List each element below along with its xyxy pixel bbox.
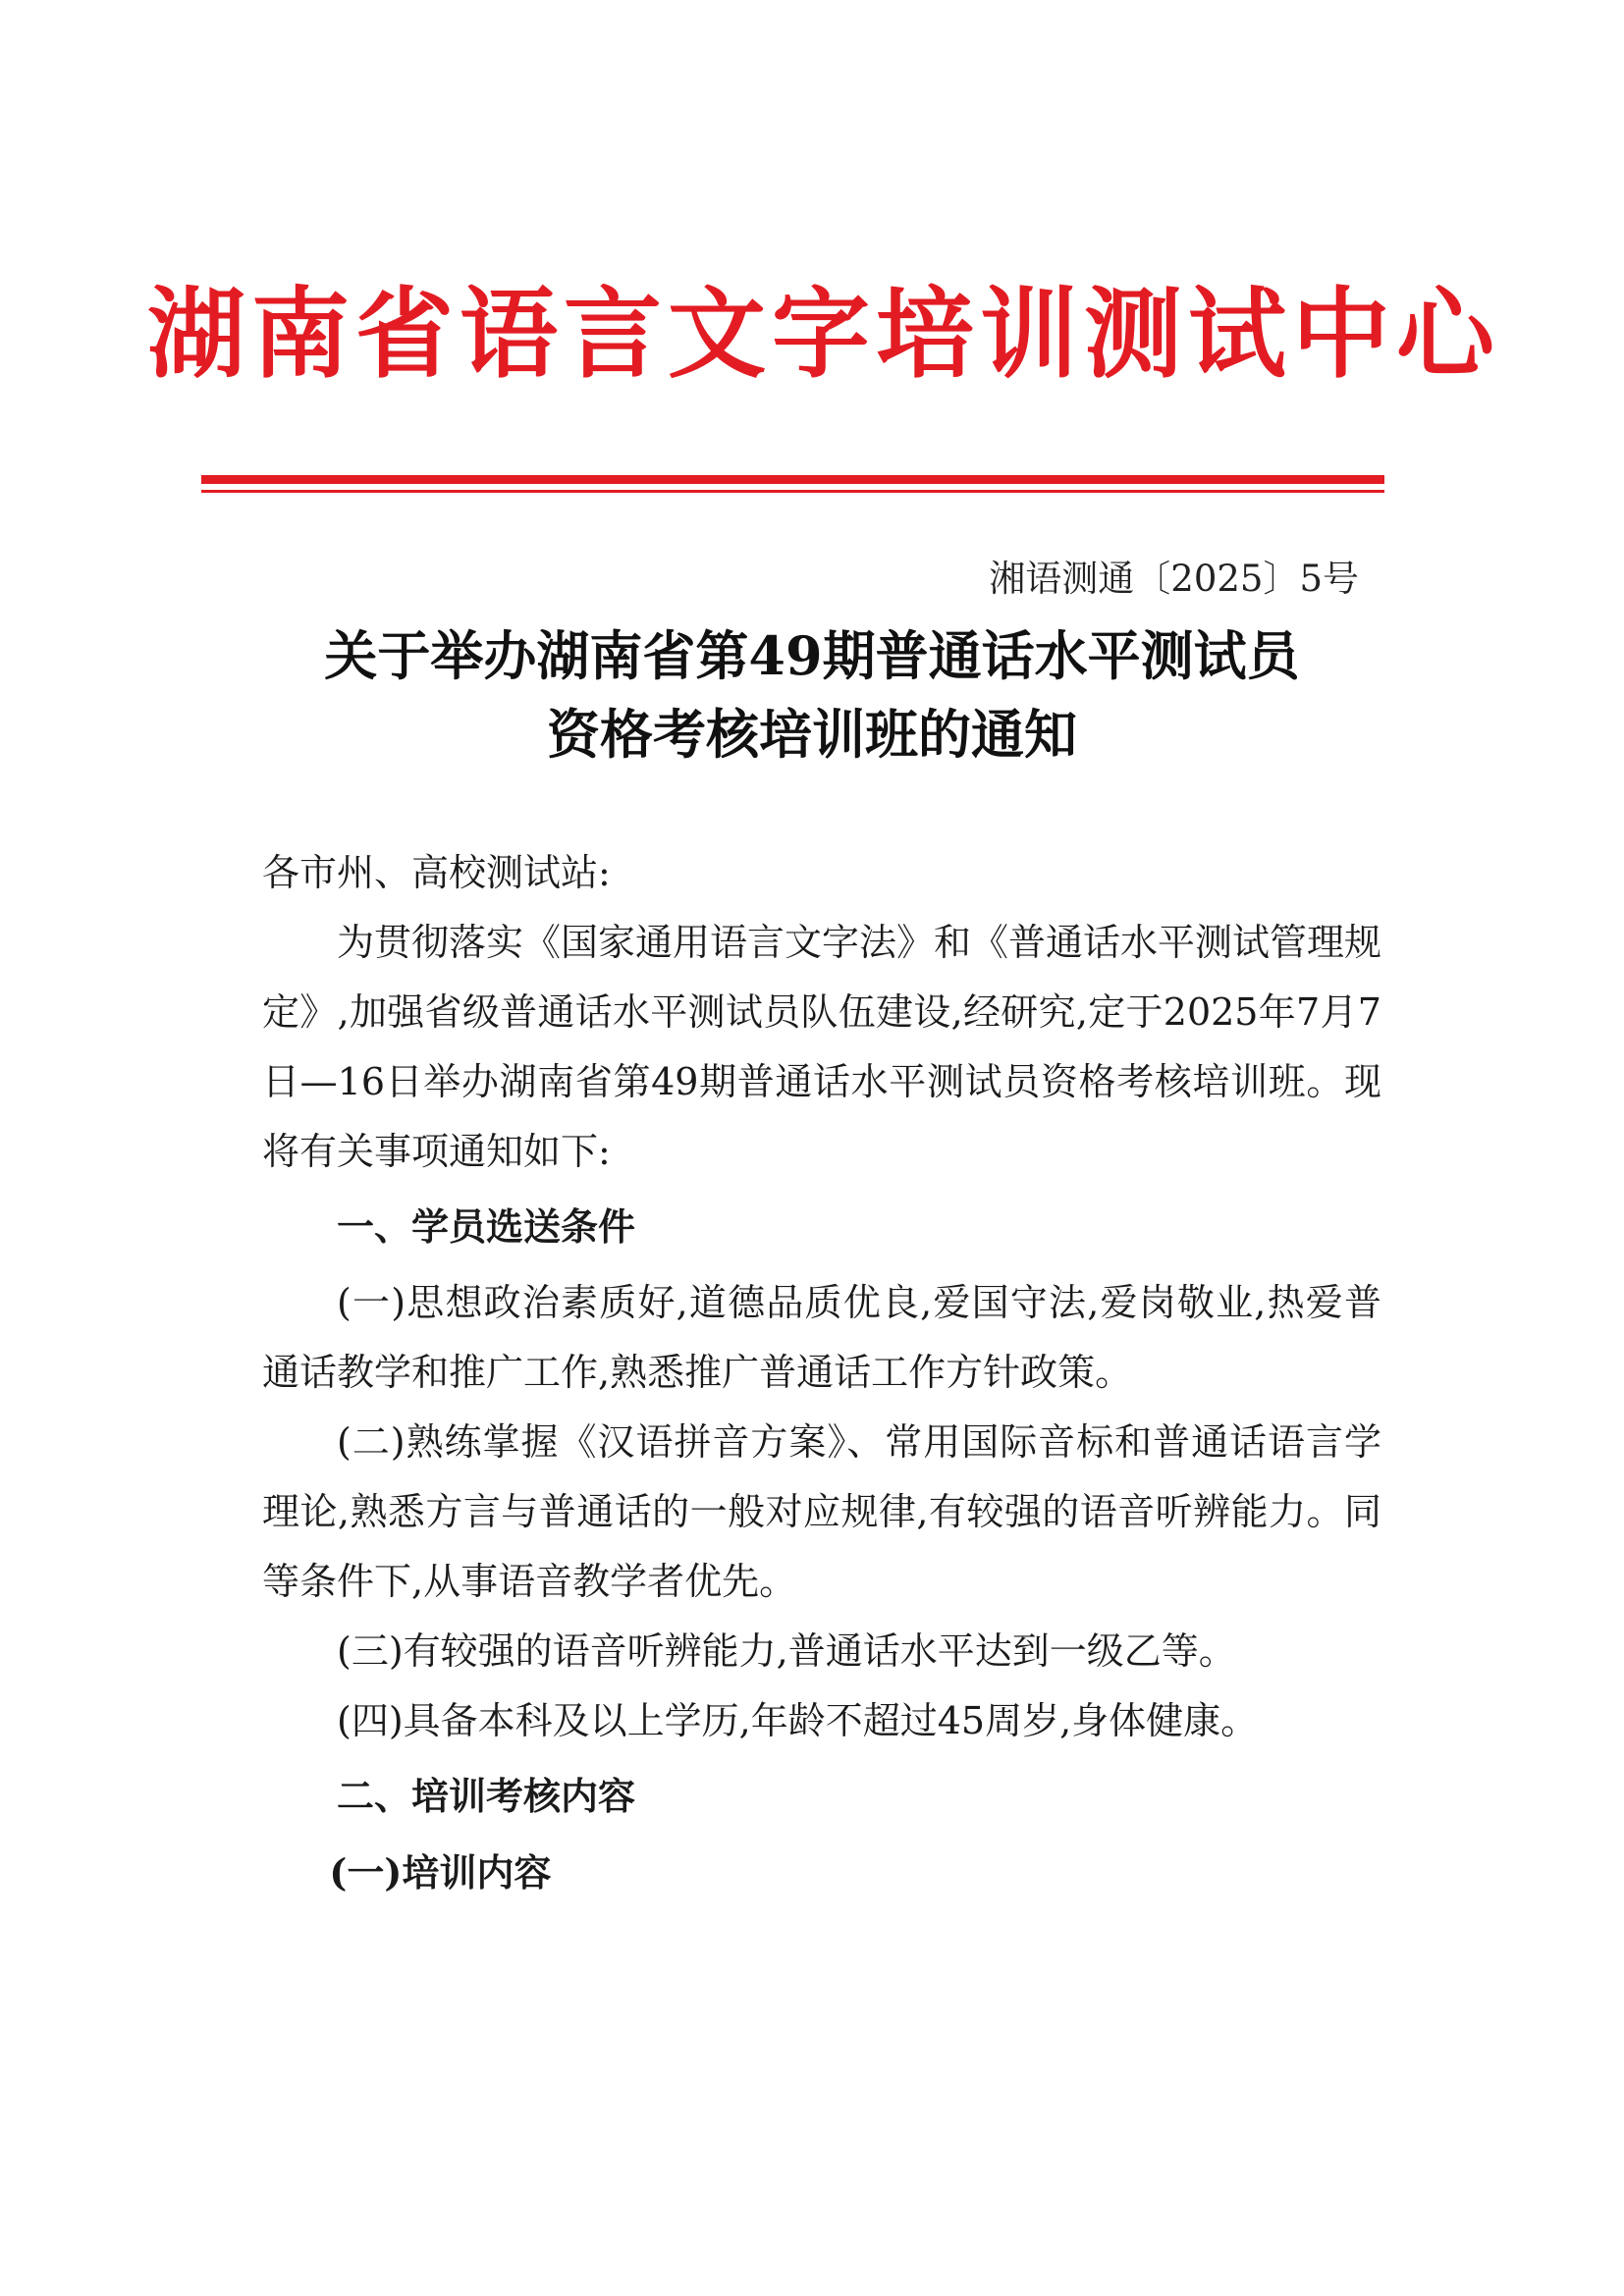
section-2-subheading: (一)培训内容 (329, 1850, 552, 1895)
section-1-item: (四)具备本科及以上学历,年龄不超过45周岁,身体健康。 (337, 1699, 1259, 1742)
section-1-item: (二)熟练掌握《汉语拼音方案》、常用国际音标和普通话语言学理论,熟悉方言与普通话的一般对应规律,有较强的语音听辨能力。同等条件下,从事语音教学者优先。 (262, 1420, 1381, 1603)
title-line-1: 关于举办湖南省第49期普通话水平测试员 (324, 624, 1300, 687)
document-body (262, 838, 1381, 1907)
section-1-item: (一)思想政治素质好,道德品质优良,爱国守法,爱岗敬业,热爱普通话教学和推广工作,熟悉推广普通话工作方针政策。 (262, 1281, 1381, 1394)
section-1-item: (三)有较强的语音听辨能力,普通话水平达到一级乙等。 (337, 1629, 1236, 1673)
masthead-rule-thin (201, 490, 1384, 493)
intro-paragraph: 为贯彻落实《国家通用语言文字法》和《普通话水平测试管理规定》,加强省级普通话水平测试员队伍建设,经研究,定于2025年7月7日—16日举办湖南省第49期普通话水平测试员资格考核培训班。现将有关事项通知如下: (262, 921, 1382, 1173)
document-number: 湘语测通〔2025〕5号 (989, 558, 1359, 600)
masthead-title: 湖南省语言文字培训测试中心 (147, 276, 1500, 392)
document-title (196, 616, 1428, 774)
section-1-heading: 一、学员选送条件 (337, 1205, 636, 1249)
salutation: 各市州、高校测试站: (262, 851, 611, 894)
masthead-rule-thick (201, 475, 1384, 484)
title-line-2: 资格考核培训班的通知 (547, 703, 1077, 766)
section-2-heading: 二、培训考核内容 (337, 1775, 636, 1818)
